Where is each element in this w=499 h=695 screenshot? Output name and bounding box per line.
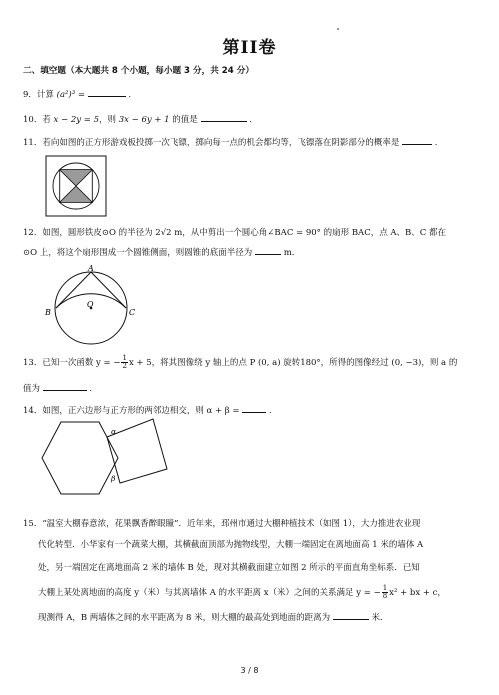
q13-answer-blank [43,381,87,391]
q15-end: 米． [371,613,389,623]
label-beta: β [111,474,116,483]
q10-tail: 的值是 [172,115,198,125]
dartboard-figure [45,155,107,217]
question-12-line2 [23,245,300,260]
question-9 [23,87,131,102]
q14-end: . [268,406,272,416]
q13-fraction [121,355,127,370]
label-alpha: α [111,427,117,436]
question-15-line4 [38,585,446,600]
q13-frac-den: 2 [122,362,127,370]
q9-label: 9．计算 [23,90,54,100]
section-heading: 二、填空题（本大题共 8 个小题，每小题 3 分，共 24 分） [23,66,254,76]
q15-answer-blank [333,610,369,620]
label-c: C [129,308,136,317]
q10-answer-blank [201,112,247,122]
question-13-line1 [23,355,457,370]
question-12-line1: 12．如图，圆形铁皮⊙O 的半径为 2√2 m，从中剪出一个圆心角∠BAC = 90° 的扇形 BAC，点 A、B、C 都在 [23,228,446,238]
q15-line5: 现测得 A，B 两墙体之间的水平距离为 8 米，则大棚的最高处到地面的距离为 [38,613,331,623]
page-title: 第II卷 [222,38,277,58]
question-15-line3: 处，另一端固定在离地面高 2 米的墙体 B 处，现对其横截面建立如图 2 所示的平面直角坐标系．已知 [38,563,420,573]
segment-ab [56,272,91,308]
q12-text: ⊙O 上，将这个扇形围成一个圆锥侧面，则圆锥的底面半径为 [23,248,253,258]
label-b: B [45,308,51,317]
q10-end: . [249,115,252,125]
q9-tail: = [77,90,85,100]
question-15-line2: 代化转型．小华家有一个蔬菜大棚，其横截面顶部为抛物线型，大棚一端固定在离地面高 1 米的墙体 A [38,540,424,550]
q9-answer-blank [88,87,126,97]
question-15-line1: 15．“温室大棚春意浓，花果飘香醉眼瞳”．近年来，邳州市通过大棚种植技术（如图 1），大力推进农业现 [23,519,421,529]
q11-end: . [434,138,438,148]
q13-line2: 值为 [23,384,41,394]
label-o: O [87,300,94,309]
q10-label: 10．若 [23,115,51,125]
question-11 [23,135,437,150]
q10-mid: ，则 [99,115,117,125]
hexagon-square-figure [40,418,170,498]
q9-end: . [128,90,132,100]
q12-answer-blank [255,245,281,255]
question-14 [23,403,272,418]
q14-text: 14．如图，正六边形与正方形的两邻边相交，则 α + β = [23,406,240,416]
q10-expr: 3x − 6y + 1 [118,115,170,125]
q10-cond: x − 2y = 5 [53,115,99,125]
segment-ac [91,272,126,308]
scan-speck [337,28,339,30]
regular-hexagon [42,422,118,494]
q12-unit: m． [283,248,301,258]
circle-sector-figure [40,262,144,346]
q15-line4-pre: 大棚上某处离地面的高度 y（米）与其离墙体 A 的水平距离 x（米）之间的关系满足 y = − [38,588,381,598]
q13-post: x + 5，将其图像绕 y 轴上的点 P (0, a) 旋转180°，所得的图像经过 (0, −3)，则 a 的 [128,358,458,368]
q14-answer-blank [242,403,266,413]
q15-fraction [382,585,388,600]
q15-line4-post: x² + bx + c， [389,588,446,598]
q15-frac-num: 1 [382,584,388,592]
q11-answer-blank [402,135,432,145]
question-10 [23,112,252,127]
q13-pre: 13．已知一次函数 y = − [23,358,121,368]
q15-frac-den: 8 [382,592,388,600]
page-number: 3 / 8 [240,666,259,675]
q9-expr: (a²)³ [56,90,76,100]
question-13-line2 [23,381,92,396]
q11-text: 11．若向如图的正方形游戏板投掷一次飞镖，掷向每一点的机会都均等，飞镖落在阴影部分的概率是 [23,138,400,148]
q13-frac-num: 1 [122,354,127,362]
question-15-line5 [38,610,389,625]
q13-end: . [89,384,93,394]
label-a: A [88,264,94,273]
